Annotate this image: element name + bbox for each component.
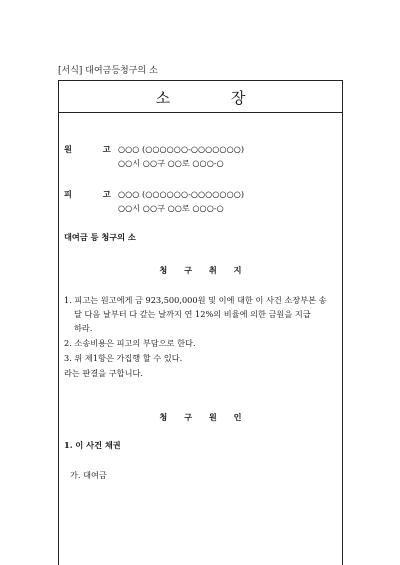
purpose-item-1-line-2: 달 다음 날부터 다 갚는 날까지 연 12%의 비율에 의한 금원을 지급	[74, 309, 311, 319]
purpose-item-1-line-3: 하라.	[74, 323, 93, 333]
cause-sub-1: 1. 이 사건 채권	[64, 440, 121, 450]
purpose-item-3: 3. 위 제1항은 가집행 할 수 있다.	[64, 353, 183, 363]
purpose-closing: 라는 판결을 구합니다.	[64, 368, 143, 378]
defendant-address: ○○시 ○○구 ○○로 ○○○-○	[118, 203, 224, 213]
defendant-label: 피 고	[64, 189, 125, 199]
title-divider	[58, 112, 343, 113]
plaintiff-address: ○○시 ○○구 ○○로 ○○○-○	[118, 158, 224, 168]
cause-heading: 청 구 원 인	[159, 412, 249, 422]
purpose-heading: 청 구 취 지	[159, 265, 249, 275]
document-title: 소 장	[155, 89, 274, 107]
purpose-item-2: 2. 소송비용은 피고의 부담으로 한다.	[64, 338, 196, 348]
cause-sub-1a: 가. 대여금	[70, 470, 107, 480]
plaintiff-label: 원 고	[64, 144, 125, 154]
case-name: 대여금 등 청구의 소	[64, 232, 136, 242]
defendant-id: ○○○ (○○○○○○-○○○○○○○)	[118, 189, 245, 199]
form-label: [서식] 대여금등청구의 소	[58, 66, 158, 76]
plaintiff-id: ○○○ (○○○○○○-○○○○○○○)	[118, 144, 245, 154]
purpose-item-1-line-1: 1. 피고는 원고에게 금 923,500,000원 및 이에 대한 이 사건 소장부본 송	[64, 295, 327, 305]
